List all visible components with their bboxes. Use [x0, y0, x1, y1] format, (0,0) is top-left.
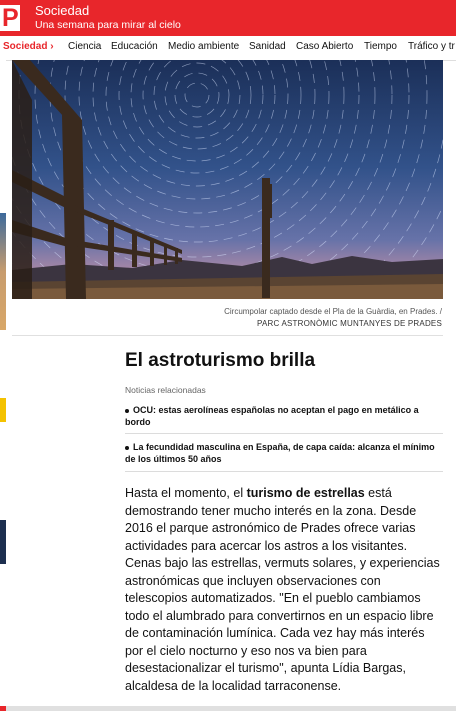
publication-logo[interactable]	[0, 5, 20, 31]
hero-photo[interactable]	[12, 60, 443, 299]
side-ad-banner[interactable]	[0, 398, 6, 422]
body-bold-term: turismo de estrellas	[246, 486, 365, 500]
nav-item-sociedad[interactable]	[3, 41, 54, 52]
bottom-scroll-bar	[0, 706, 456, 711]
nav-item-medio-ambiente[interactable]: Medio ambiente	[168, 41, 240, 52]
nav-item-sanidad[interactable]: Sanidad	[249, 41, 286, 52]
section-subtitle[interactable]: Una semana para mirar al cielo	[35, 19, 181, 31]
caption-divider	[12, 335, 443, 336]
related-news-label: Noticias relacionadas	[125, 385, 206, 395]
article-headline: El astroturismo brilla	[125, 350, 316, 371]
body-rest: está demostrando tener mucho interés en la zona. Desde 2016 el parque astronómico de Prades ofrece varias actividades para acercar los astros a los visitantes. Cenas bajo las estrellas, vermuts solares, y experiencias astronómicas que incluyen observaciones con telescopios automatizados. "En el pueblo cambiamos todo el alumbrado para convertirnos en un espacio libre de contaminación lumínica. Cada vez hay más interés por el cielo nocturno y eso nos va bien para desestacionalizar el turismo", apunta Lídia Bargas, alcaldesa de la localidad tarraconense.	[125, 486, 440, 693]
bottom-accent	[0, 706, 6, 711]
nav-item-ciencia[interactable]: Ciencia	[68, 41, 102, 52]
side-ad-strip	[0, 60, 6, 210]
section-nav	[0, 36, 456, 61]
related-link-text: OCU: estas aerolíneas españolas no aceptan el pago en metálico a bordo	[125, 405, 419, 427]
related-link[interactable]	[125, 441, 443, 465]
bullet-icon	[125, 409, 129, 413]
photo-caption	[142, 306, 442, 330]
logo-letter: P	[2, 4, 19, 32]
nav-item-tiempo[interactable]: Tiempo	[364, 41, 397, 52]
related-link-text: La fecundidad masculina en España, de capa caída: alcanza el mínimo de los últimos 50 años	[125, 442, 435, 464]
side-ad-image[interactable]	[0, 213, 6, 330]
related-link[interactable]	[125, 404, 443, 428]
nav-item-caso-abierto[interactable]: Caso Abierto	[296, 41, 354, 52]
nav-item-trafico[interactable]: Tráfico y tr	[408, 41, 455, 52]
body-intro: Hasta el momento, el	[125, 486, 247, 500]
related-divider	[125, 433, 443, 434]
top-header-bar	[0, 0, 456, 36]
side-ad-block[interactable]	[0, 520, 6, 564]
photo-credit: PARC ASTRONÒMIC MUNTANYES DE PRADES	[257, 319, 442, 328]
section-title[interactable]: Sociedad	[35, 3, 90, 18]
nav-active-label: Sociedad	[3, 41, 48, 52]
bullet-icon	[125, 446, 129, 450]
nav-item-educacion[interactable]: Educación	[111, 41, 158, 52]
related-divider	[125, 471, 443, 472]
caption-text: Circumpolar captado desde el Pla de la Guàrdia, en Prades. /	[224, 307, 442, 316]
chevron-right-icon: ›	[50, 41, 54, 52]
article-body	[125, 485, 443, 695]
